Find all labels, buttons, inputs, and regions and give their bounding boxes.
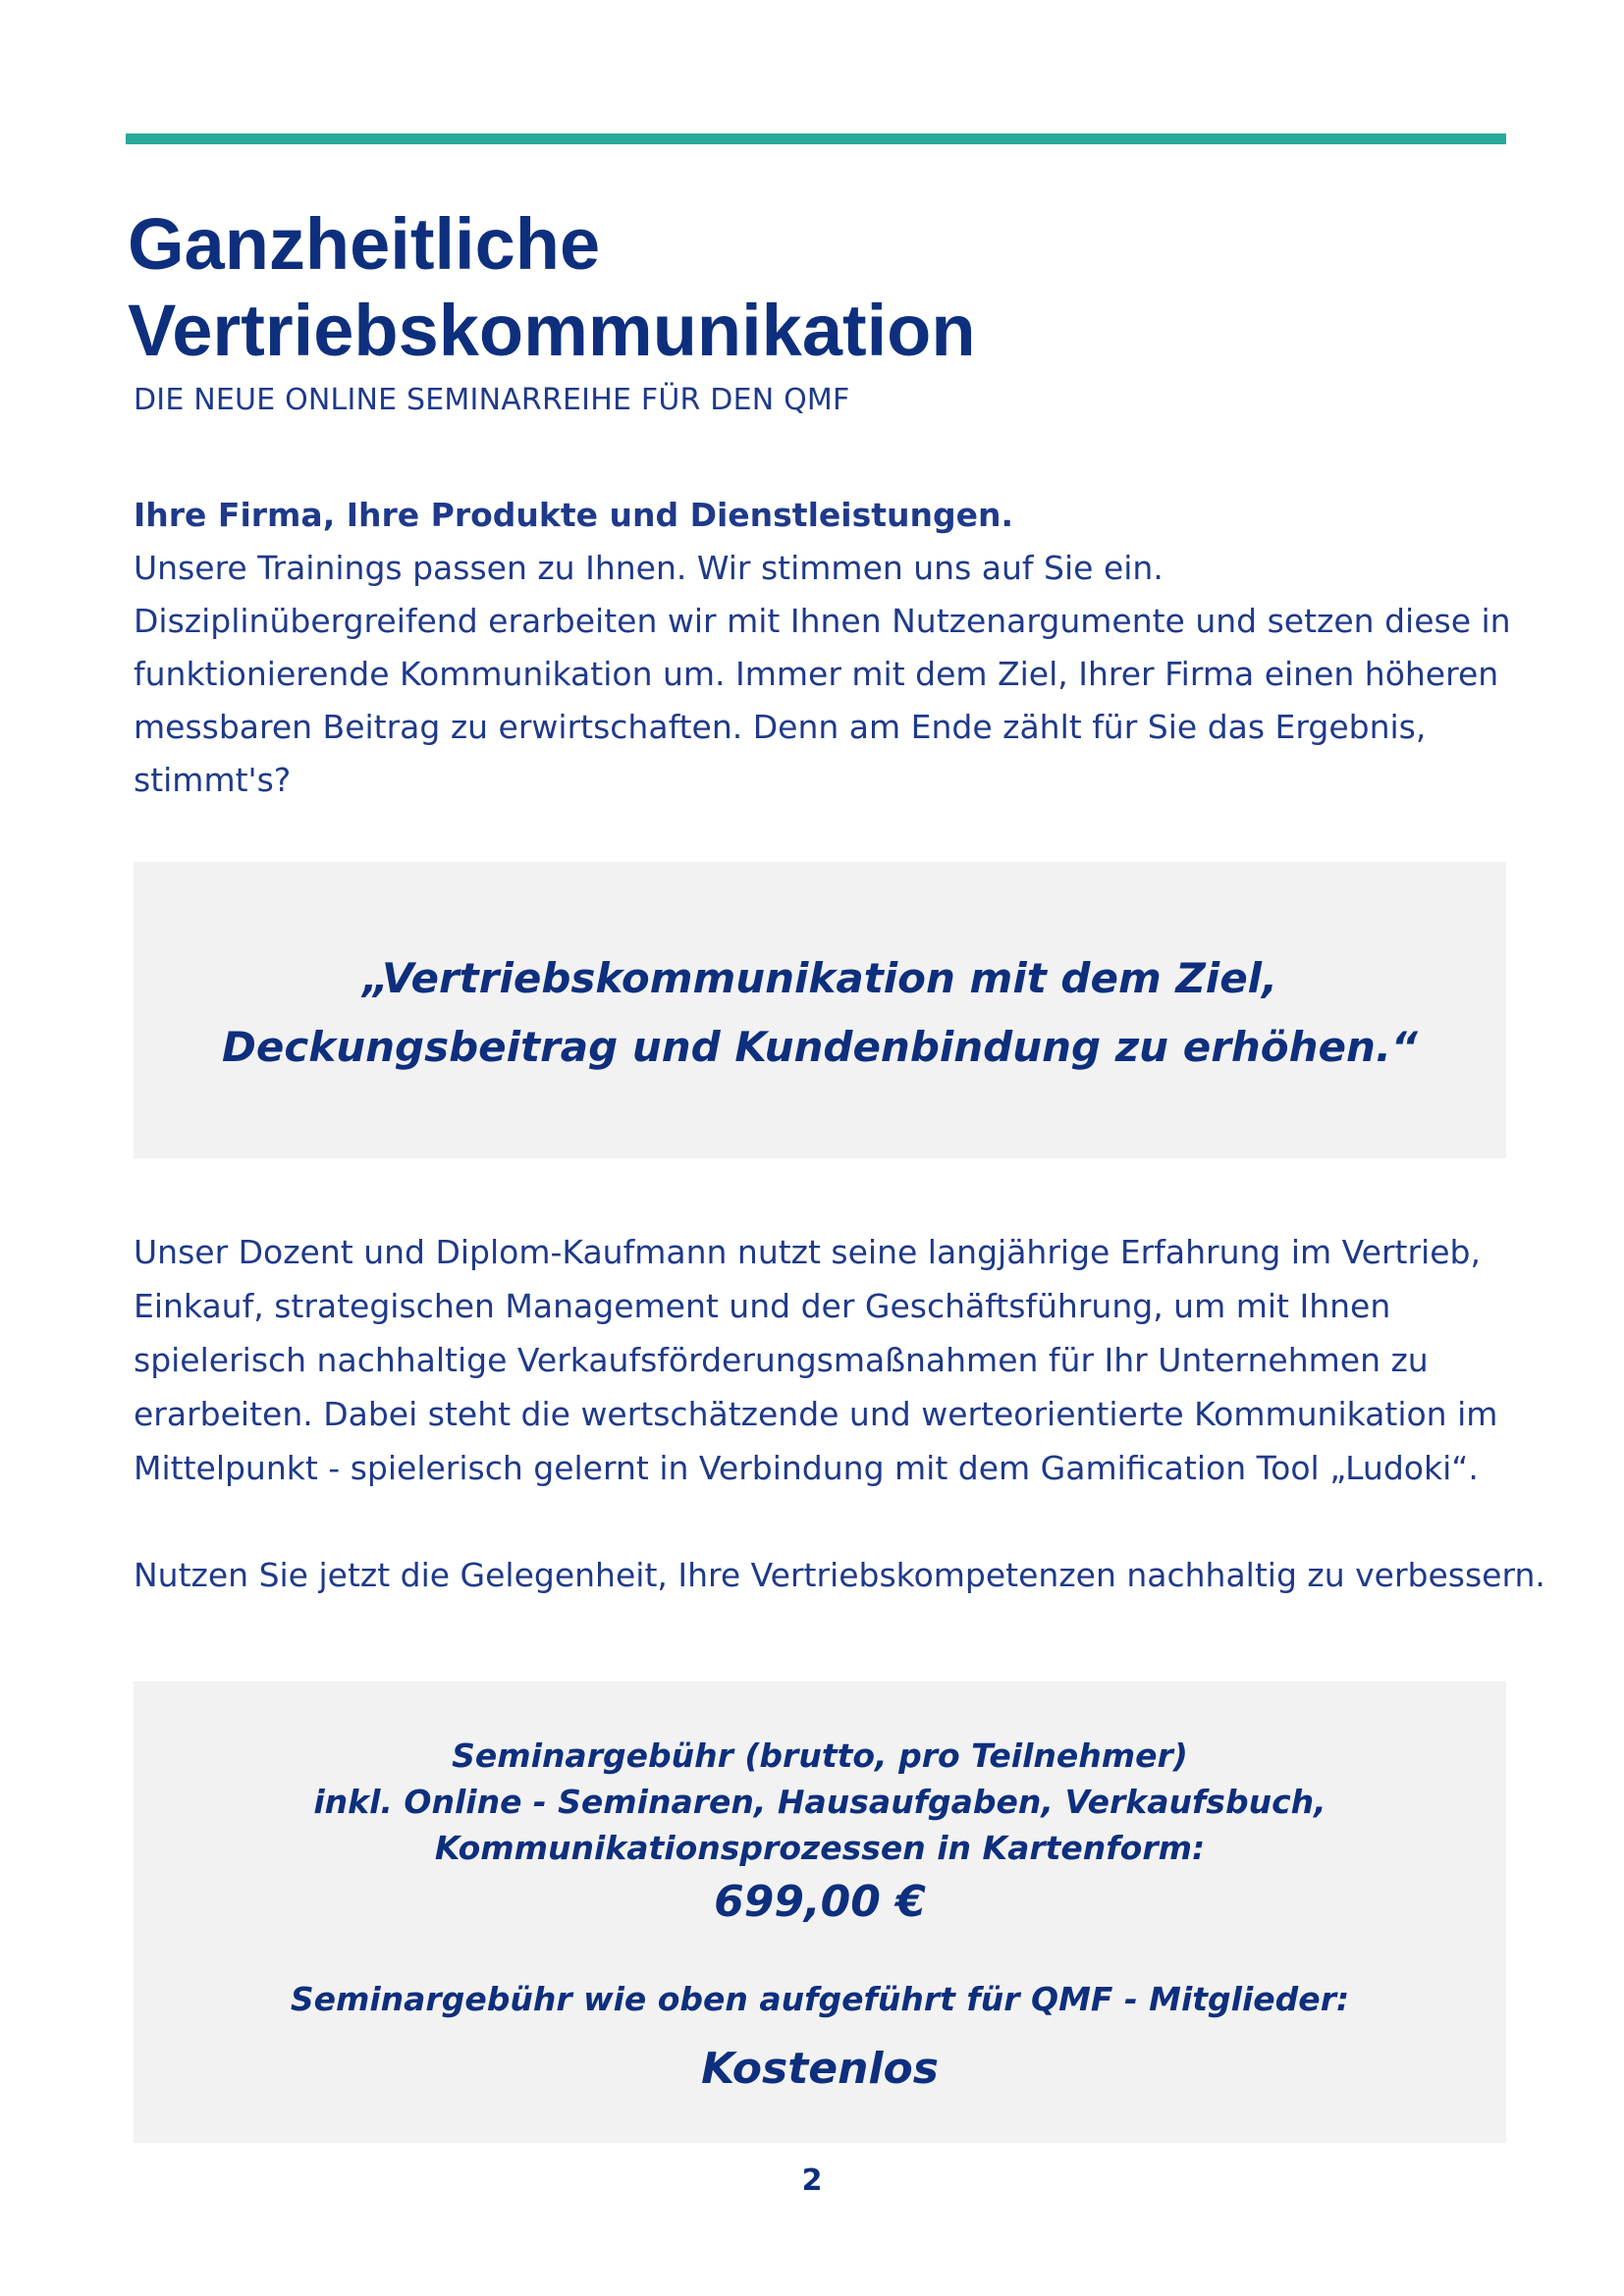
body-line: Einkauf, strategischen Management und der Geschäftsführung, um mit Ihnen [134, 1287, 1391, 1325]
page-title-line2: Vertriebskommunikation [128, 290, 976, 371]
body-line: erarbeiten. Dabei steht die wertschätzende und werteorientierte Kommunikation im [134, 1395, 1498, 1433]
intro-line: stimmt's? [134, 761, 292, 799]
intro-line: Unsere Trainings passen zu Ihnen. Wir stimmen uns auf Sie ein. [134, 549, 1164, 587]
quote-line1: „Vertriebskommunikation mit dem Ziel, [361, 954, 1278, 1002]
page-title [128, 201, 976, 374]
body-line: Mittelpunkt - spielerisch gelernt in Verbindung mit dem Gamification Tool „Ludoki“. [134, 1449, 1479, 1487]
top-accent-rule [126, 133, 1506, 144]
fee-line3: Kommunikationsprozessen in Kartenform: [434, 1829, 1206, 1867]
fee-line1: Seminargebühr (brutto, pro Teilnehmer) [452, 1736, 1188, 1775]
fee-member-line: Seminargebühr wie oben aufgeführt für QMF - Mitglieder: [290, 1980, 1350, 2018]
quote-line2: Deckungsbeitrag und Kundenbindung zu erhöhen.“ [222, 1023, 1418, 1071]
intro-line: messbaren Beitrag zu erwirtschaften. Denn am Ende zählt für Sie das Ergebnis, [134, 708, 1427, 746]
page-number: 2 [801, 2163, 823, 2198]
page-subtitle: DIE NEUE ONLINE SEMINARREIHE FÜR DEN QMF [134, 383, 850, 417]
fee-line2: inkl. Online - Seminaren, Hausaufgaben, Verkaufsbuch, [313, 1783, 1326, 1821]
quote-text [134, 944, 1506, 1082]
intro-lead: Ihre Firma, Ihre Produkte und Dienstleistungen. [134, 496, 1014, 534]
call-to-action-text: Nutzen Sie jetzt die Gelegenheit, Ihre Vertriebskompetenzen nachhaltig zu verbessern. [134, 1556, 1545, 1594]
quote-box [134, 862, 1506, 1158]
fee-box [134, 1682, 1506, 2143]
body-line: spielerisch nachhaltige Verkaufsförderungsmaßnahmen für Ihr Unternehmen zu [134, 1341, 1429, 1379]
intro-line: Disziplinübergreifend erarbeiten wir mit Ihnen Nutzenargumente und setzen diese in [134, 602, 1511, 640]
intro-line: funktionierende Kommunikation um. Immer mit dem Ziel, Ihrer Firma einen höheren [134, 655, 1499, 693]
fee-price: 699,00 € [714, 1877, 926, 1927]
body-line: Unser Dozent und Diplom-Kaufmann nutzt seine langjährige Erfahrung im Vertrieb, [134, 1233, 1481, 1271]
fee-description [134, 1733, 1506, 1871]
body-paragraph [134, 1225, 1528, 1495]
intro-paragraph [134, 489, 1528, 807]
page-title-line1: Ganzheitliche [128, 203, 601, 285]
fee-member-price: Kostenlos [701, 2044, 939, 2094]
